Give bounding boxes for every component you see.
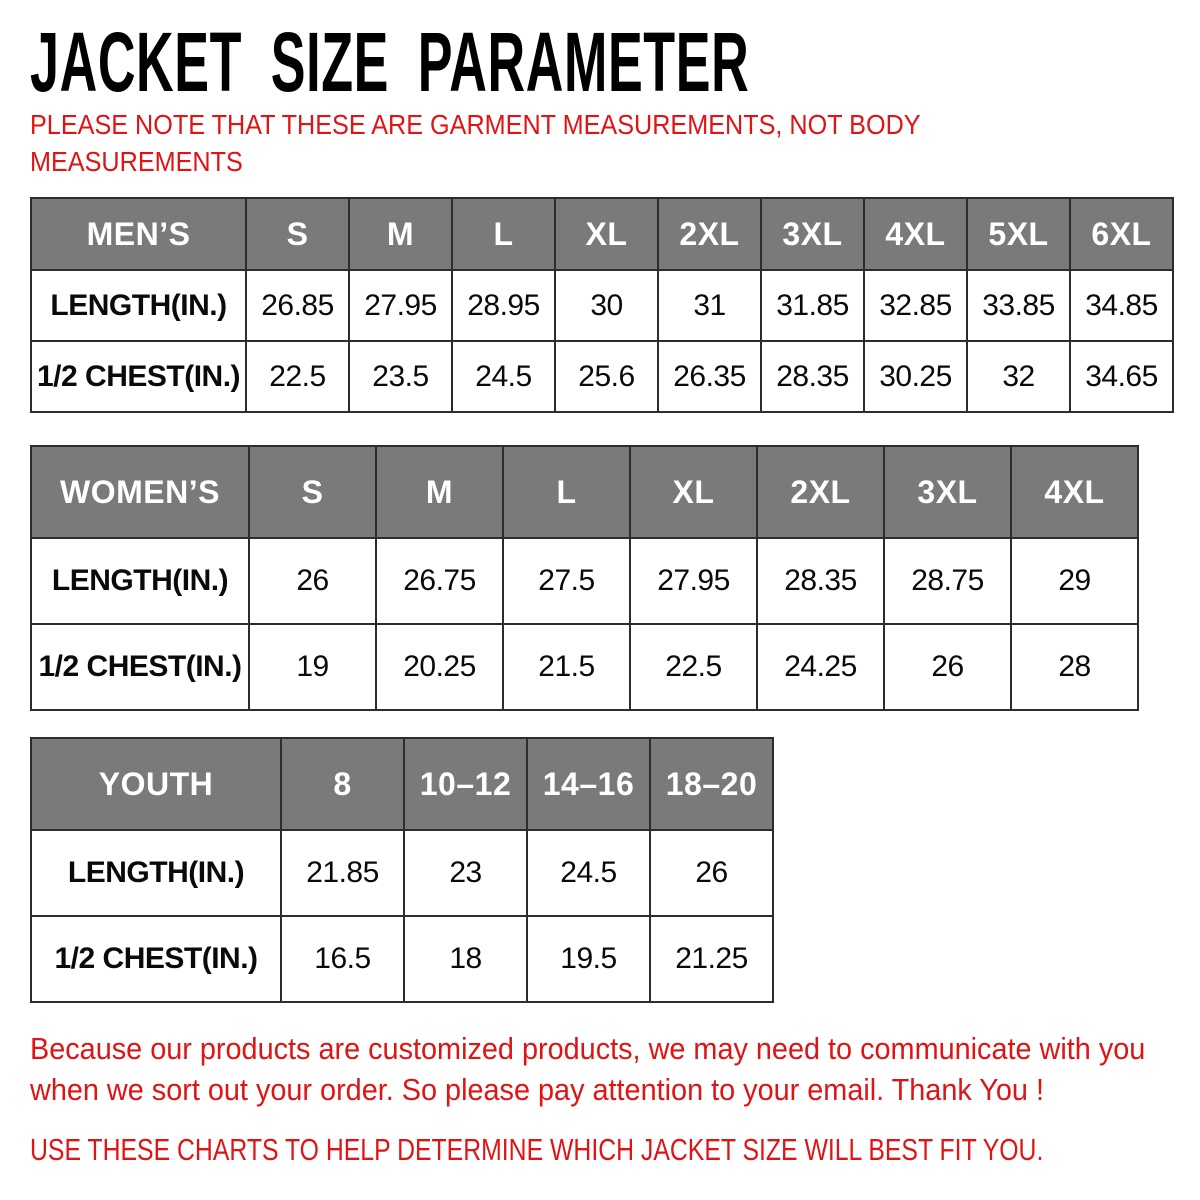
womens-chest-row	[31, 624, 1138, 710]
note-line-1: PLEASE NOTE THAT THESE ARE GARMENT MEASUREMENTS, NOT BODY	[30, 109, 921, 140]
mens-length-row	[31, 270, 1173, 341]
womens-col-3xl: 3XL	[884, 446, 1011, 538]
mens-col-s: S	[246, 198, 349, 270]
row-label: 1/2 CHEST(IN.)	[31, 916, 281, 1002]
youth-chest-row	[31, 916, 773, 1002]
cell-value: 22.5	[630, 624, 757, 710]
mens-col-5xl: 5XL	[967, 198, 1070, 270]
mens-col-xl: XL	[555, 198, 658, 270]
cell-value: 22.5	[246, 341, 349, 412]
mens-table-title: MEN’S	[31, 198, 246, 270]
youth-col-14-16: 14–16	[527, 738, 650, 830]
cell-value: 31	[658, 270, 761, 341]
cell-value: 28.35	[757, 538, 884, 624]
page-title-text: JACKET SIZE PARAMETER	[30, 15, 750, 109]
cell-value: 34.85	[1070, 270, 1173, 341]
cell-value: 21.5	[503, 624, 630, 710]
youth-col-18-20: 18–20	[650, 738, 773, 830]
cell-value: 24.5	[527, 830, 650, 916]
cell-value: 27.5	[503, 538, 630, 624]
cell-value: 19	[249, 624, 376, 710]
cell-value: 28.75	[884, 538, 1011, 624]
mens-header-row	[31, 198, 1173, 270]
cell-value: 28	[1011, 624, 1138, 710]
womens-col-xl: XL	[630, 446, 757, 538]
cell-value: 32.85	[864, 270, 967, 341]
note-line-2: MEASUREMENTS	[30, 146, 243, 177]
usage-line: USE THESE CHARTS TO HELP DETERMINE WHICH JACKET SIZE WILL BEST FIT YOU.	[30, 1132, 1044, 1167]
cell-value: 23.5	[349, 341, 452, 412]
cell-value: 24.5	[452, 341, 555, 412]
cell-value: 20.25	[376, 624, 503, 710]
cell-value: 27.95	[349, 270, 452, 341]
mens-col-4xl: 4XL	[864, 198, 967, 270]
cell-value: 30	[555, 270, 658, 341]
youth-col-8: 8	[281, 738, 404, 830]
mens-size-table	[30, 197, 1174, 413]
notice-line-1: Because our products are customized products, we may need to communicate with you	[30, 1031, 1146, 1066]
mens-chest-row	[31, 341, 1173, 412]
cell-value: 25.6	[555, 341, 658, 412]
row-label: LENGTH(IN.)	[31, 830, 281, 916]
cell-value: 21.85	[281, 830, 404, 916]
garment-measurement-note	[30, 106, 1020, 180]
mens-col-6xl: 6XL	[1070, 198, 1173, 270]
cell-value: 30.25	[864, 341, 967, 412]
row-label: 1/2 CHEST(IN.)	[31, 624, 249, 710]
womens-col-m: M	[376, 446, 503, 538]
page-title	[30, 15, 1190, 109]
cell-value: 26	[650, 830, 773, 916]
youth-size-table	[30, 737, 774, 1003]
womens-header-row	[31, 446, 1138, 538]
cell-value: 19.5	[527, 916, 650, 1002]
womens-col-4xl: 4XL	[1011, 446, 1138, 538]
womens-col-s: S	[249, 446, 376, 538]
cell-value: 26	[249, 538, 376, 624]
cell-value: 26.75	[376, 538, 503, 624]
youth-length-row	[31, 830, 773, 916]
cell-value: 32	[967, 341, 1070, 412]
mens-col-2xl: 2XL	[658, 198, 761, 270]
row-label: LENGTH(IN.)	[31, 270, 246, 341]
cell-value: 28.35	[761, 341, 864, 412]
cell-value: 24.25	[757, 624, 884, 710]
mens-col-m: M	[349, 198, 452, 270]
customization-notice	[30, 1028, 1200, 1110]
cell-value: 16.5	[281, 916, 404, 1002]
mens-col-3xl: 3XL	[761, 198, 864, 270]
womens-col-l: L	[503, 446, 630, 538]
cell-value: 21.25	[650, 916, 773, 1002]
cell-value: 33.85	[967, 270, 1070, 341]
row-label: 1/2 CHEST(IN.)	[31, 341, 246, 412]
mens-col-l: L	[452, 198, 555, 270]
cell-value: 26	[884, 624, 1011, 710]
cell-value: 34.65	[1070, 341, 1173, 412]
youth-header-row	[31, 738, 773, 830]
cell-value: 26.85	[246, 270, 349, 341]
cell-value: 23	[404, 830, 527, 916]
womens-size-table	[30, 445, 1139, 711]
cell-value: 26.35	[658, 341, 761, 412]
cell-value: 31.85	[761, 270, 864, 341]
cell-value: 27.95	[630, 538, 757, 624]
youth-table-title: YOUTH	[31, 738, 281, 830]
cell-value: 28.95	[452, 270, 555, 341]
row-label: LENGTH(IN.)	[31, 538, 249, 624]
womens-length-row	[31, 538, 1138, 624]
chart-usage-note	[30, 1130, 1200, 1170]
cell-value: 18	[404, 916, 527, 1002]
cell-value: 29	[1011, 538, 1138, 624]
youth-col-10-12: 10–12	[404, 738, 527, 830]
womens-table-title: WOMEN’S	[31, 446, 249, 538]
womens-col-2xl: 2XL	[757, 446, 884, 538]
notice-line-2: when we sort out your order. So please pay attention to your email. Thank You !	[30, 1072, 1044, 1107]
